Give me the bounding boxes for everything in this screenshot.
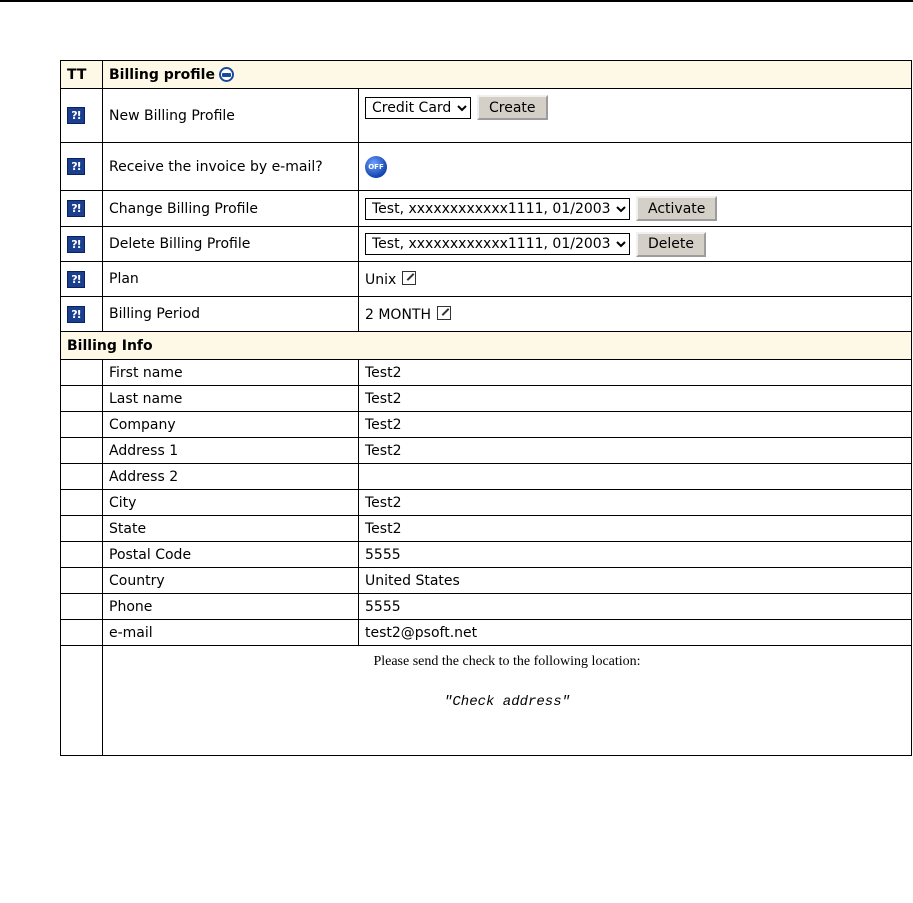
delete-button[interactable]: Delete — [636, 232, 706, 257]
billing-info-value: Test2 — [359, 516, 912, 542]
billing-info-value: Test2 — [359, 360, 912, 386]
delete-profile-row — [61, 227, 912, 262]
invoice-email-row — [61, 143, 912, 191]
billing-table — [60, 60, 912, 756]
check-address: "Check address" — [443, 694, 571, 710]
billing-info-row — [61, 412, 912, 438]
billing-info-label: Company — [103, 412, 359, 438]
help-badge-icon[interactable]: ?! — [67, 200, 85, 217]
billing-info-value: Test2 — [359, 412, 912, 438]
billing-info-row — [61, 516, 912, 542]
billing-info-value: Test2 — [359, 438, 912, 464]
check-note: Please send the check to the following location: — [373, 654, 641, 669]
change-profile-select[interactable] — [365, 198, 630, 220]
billing-info-label: Address 2 — [103, 464, 359, 490]
billing-info-value: test2@psoft.net — [359, 620, 912, 646]
delete-profile-label: Delete Billing Profile — [103, 227, 359, 262]
edit-billing-period-icon[interactable] — [437, 306, 451, 320]
activate-button[interactable]: Activate — [636, 196, 717, 221]
billing-info-row — [61, 438, 912, 464]
invoice-email-label: Receive the invoice by e-mail? — [103, 143, 359, 191]
billing-profile-title: Billing profile — [109, 66, 215, 83]
billing-info-label: First name — [103, 360, 359, 386]
billing-info-row — [61, 620, 912, 646]
delete-profile-select[interactable] — [365, 233, 630, 255]
billing-info-value: Test2 — [359, 490, 912, 516]
plan-label: Plan — [103, 262, 359, 297]
plan-value: Unix — [365, 271, 397, 288]
new-profile-row — [61, 89, 912, 143]
help-badge-icon[interactable]: ?! — [67, 306, 85, 323]
check-row — [61, 646, 912, 756]
billing-info-row — [61, 490, 912, 516]
billing-info-value: 5555 — [359, 542, 912, 568]
billing-info-row — [61, 542, 912, 568]
billing-info-label: State — [103, 516, 359, 542]
billing-info-value — [359, 464, 912, 490]
billing-info-label: Country — [103, 568, 359, 594]
header-row — [61, 61, 912, 89]
help-icon[interactable] — [219, 67, 234, 82]
off-toggle-icon[interactable]: OFF — [365, 156, 387, 178]
billing-period-row — [61, 297, 912, 332]
billing-info-label: Phone — [103, 594, 359, 620]
plan-row — [61, 262, 912, 297]
billing-info-row — [61, 568, 912, 594]
create-button[interactable]: Create — [477, 95, 548, 120]
new-profile-label: New Billing Profile — [103, 89, 359, 143]
billing-info-row — [61, 360, 912, 386]
billing-info-label: City — [103, 490, 359, 516]
billing-info-row — [61, 594, 912, 620]
change-profile-label: Change Billing Profile — [103, 191, 359, 227]
top-border — [0, 0, 913, 2]
change-profile-row — [61, 191, 912, 227]
billing-info-value: United States — [359, 568, 912, 594]
billing-info-title: Billing Info — [61, 332, 912, 360]
billing-info-label: Postal Code — [103, 542, 359, 568]
billing-info-value: 5555 — [359, 594, 912, 620]
billing-info-row — [61, 386, 912, 412]
help-badge-icon[interactable]: ?! — [67, 158, 85, 175]
billing-info-label: e-mail — [103, 620, 359, 646]
billing-info-label: Last name — [103, 386, 359, 412]
billing-info-header-row — [61, 332, 912, 360]
billing-period-label: Billing Period — [103, 297, 359, 332]
billing-profile-header — [103, 61, 912, 89]
help-badge-icon[interactable]: ?! — [67, 107, 85, 124]
billing-info-value: Test2 — [359, 386, 912, 412]
new-profile-select[interactable] — [365, 97, 471, 119]
help-badge-icon[interactable]: ?! — [67, 236, 85, 253]
billing-info-label: Address 1 — [103, 438, 359, 464]
billing-period-value: 2 MONTH — [365, 306, 432, 323]
help-badge-icon[interactable]: ?! — [67, 271, 85, 288]
tt-header: TT — [61, 61, 103, 89]
edit-plan-icon[interactable] — [402, 271, 416, 285]
billing-info-row — [61, 464, 912, 490]
